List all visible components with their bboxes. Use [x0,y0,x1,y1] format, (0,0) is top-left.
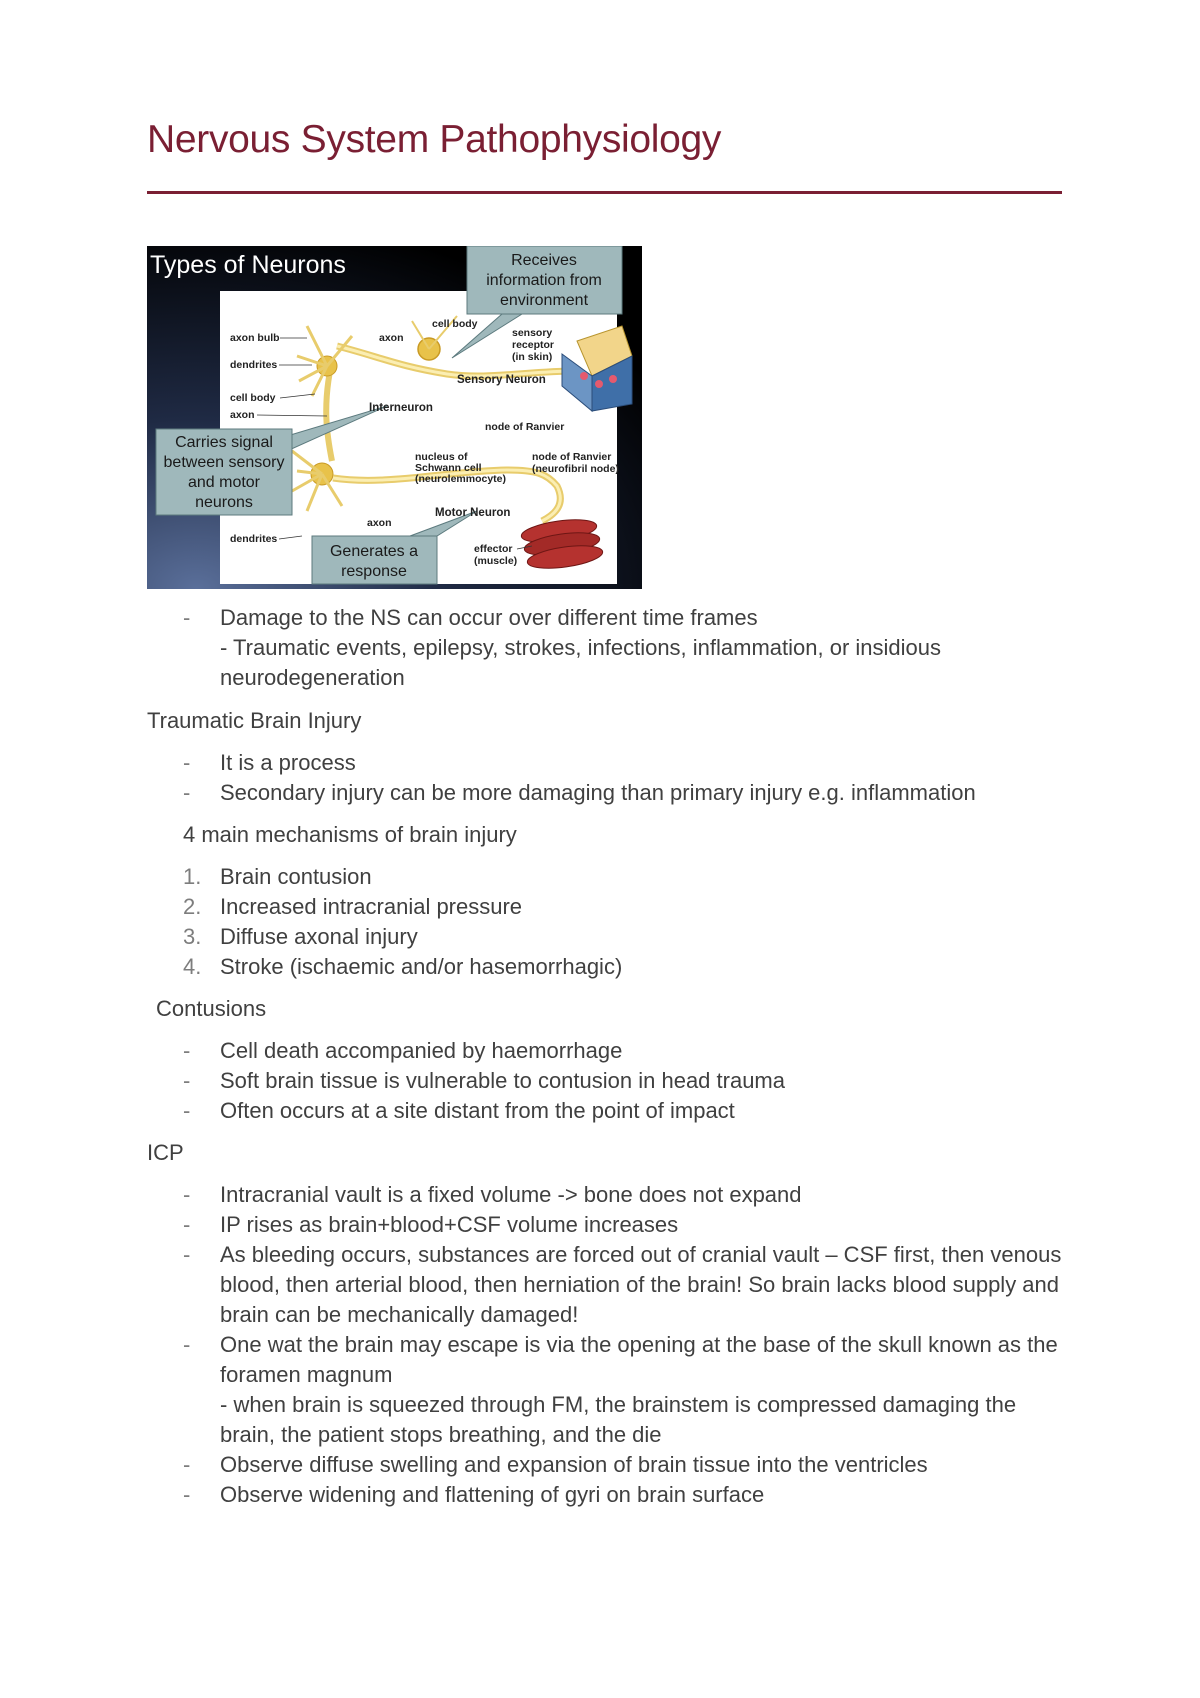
numbered-item: 1. Brain contusion [183,864,372,889]
list-item: - As bleeding occurs, substances are forced out of cranial vault – CSF first, then venous blood, then arterial blood, then herniation of the brain! So brain lacks blood supply and brain can be mechanically damaged! [183,1242,1062,1327]
svg-text:Schwann cell: Schwann cell [415,462,482,474]
intro-sub-line: - Traumatic events, epilepsy, strokes, infections, inflammation, or insidious neurodegeneration [220,635,942,690]
svg-text:Motor Neuron: Motor Neuron [435,507,511,519]
svg-text:environment: environment [499,292,589,309]
document-title: Nervous System Pathophysiology [147,118,722,161]
svg-text:(neurolemmocyte): (neurolemmocyte) [415,473,507,485]
figure-title: Types of Neurons [150,251,346,279]
svg-text:Carries signal: Carries signal [175,434,273,451]
list-item: - Soft brain tissue is vulnerable to contusion in head trauma [183,1068,785,1093]
contusions-heading: Contusions [156,996,267,1021]
svg-text:Receives: Receives [511,252,577,269]
svg-text:response: response [341,563,407,580]
svg-text:Sensory Neuron: Sensory Neuron [457,374,546,386]
svg-text:effector: effector [474,543,513,555]
list-item: - IP rises as brain+blood+CSF volume increases [183,1212,679,1237]
svg-text:axon: axon [230,409,255,421]
svg-text:axon: axon [379,332,404,344]
mechanisms-heading: 4 main mechanisms of brain injury [183,822,517,847]
dash-marker: - [183,750,191,775]
svg-text:information from: information from [486,272,602,289]
list-item: - One wat the brain may escape is via the opening at the base of the skull known as the foramen magnum - when brain is squeezed through FM, the brainstem is compressed damaging the brain, the patient stops breathing, and the die [147,1330,1067,1450]
numbered-item: 2. Increased intracranial pressure [183,894,523,919]
intro-section [147,603,1067,693]
svg-text:neurons: neurons [195,494,253,511]
svg-text:axon: axon [367,517,392,529]
svg-text:receptor: receptor [512,339,555,351]
svg-text:node of Ranvier: node of Ranvier [532,451,612,463]
list-item: - Observe widening and flattening of gyri on brain surface [183,1482,765,1507]
svg-text:node of Ranvier: node of Ranvier [485,421,565,433]
svg-text:(in skin): (in skin) [512,351,553,363]
svg-text:between sensory: between sensory [163,454,285,471]
svg-text:cell body: cell body [230,392,276,404]
numbered-item: 4. Stroke (ischaemic and/or hasemorrhagic) [183,954,623,979]
svg-text:axon bulb: axon bulb [230,332,280,344]
dash-marker: - [183,780,191,805]
dash-marker: - [183,605,191,630]
list-item [147,603,1067,693]
list-item: - Intracranial vault is a fixed volume -> bone does not expand [183,1182,802,1207]
svg-text:(neurofibril node): (neurofibril node) [532,463,619,475]
svg-text:Interneuron: Interneuron [369,402,433,414]
numbered-item: 3. Diffuse axonal injury [183,924,418,949]
list-item: - It is a process [147,748,1067,778]
list-item: - Observe diffuse swelling and expansion of brain tissue into the ventricles [183,1452,928,1477]
svg-text:(muscle): (muscle) [474,555,518,567]
list-item: - Often occurs at a site distant from the point of impact [183,1098,735,1123]
list-item: - Cell death accompanied by haemorrhage [183,1038,623,1063]
svg-text:sensory: sensory [512,327,553,339]
title-underline [147,191,1062,194]
icp-sub-line: - when brain is squeezed through FM, the brainstem is compressed damaging the brain, the patient stops breathing, and the die [220,1392,1017,1447]
icp-heading: ICP [147,1140,184,1165]
svg-text:dendrites: dendrites [230,533,278,545]
svg-text:nucleus of: nucleus of [415,451,468,463]
svg-text:cell body: cell body [432,318,478,330]
list-item: - Secondary injury can be more damaging than primary injury e.g. inflammation [147,778,1067,808]
svg-text:and motor: and motor [187,474,261,491]
types-of-neurons-figure [147,246,642,589]
svg-text:Generates a: Generates a [329,543,419,560]
svg-text:dendrites: dendrites [230,359,278,371]
tbi-heading: Traumatic Brain Injury [147,708,362,733]
intro-line: Damage to the NS can occur over different time frames [220,605,758,630]
tbi-section [147,706,1067,1510]
